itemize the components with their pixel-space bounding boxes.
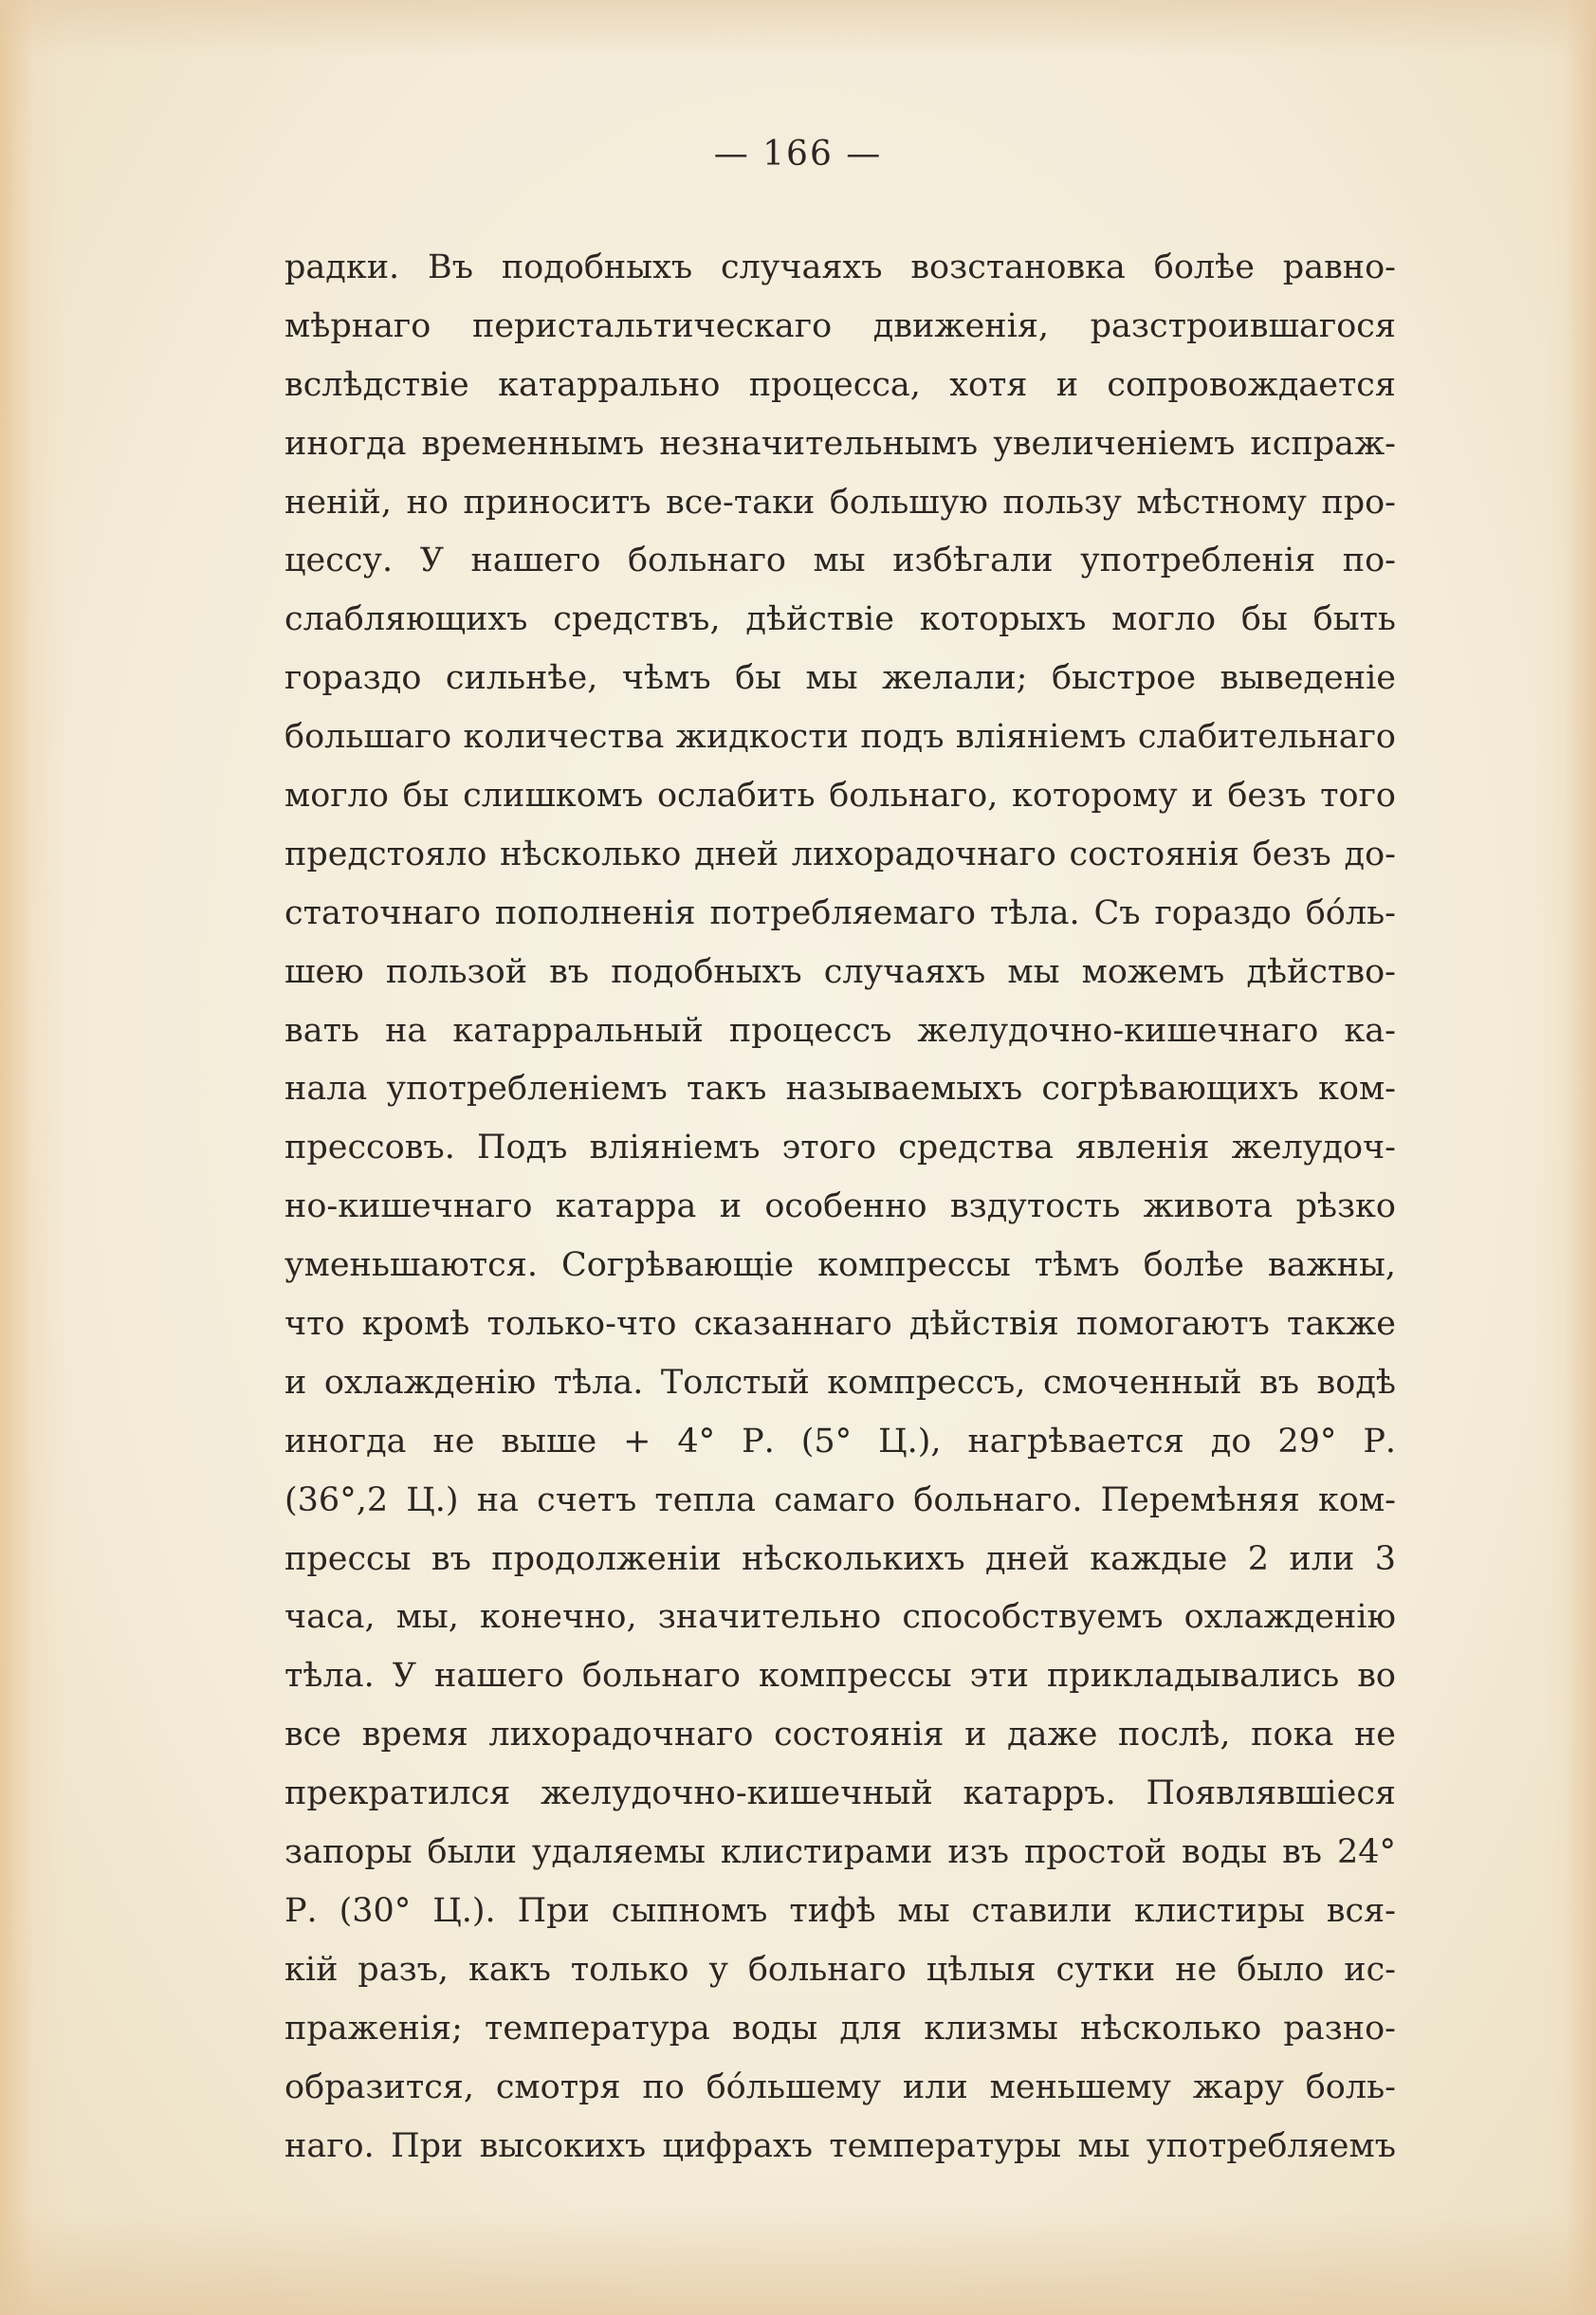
text-line: прессы въ продолженіи нѣсколькихъ дней каждые 2 или 3 (284, 1539, 1396, 1578)
text-line: радки. Въ подобныхъ случаяхъ возстановка болѣе равно- (284, 248, 1396, 286)
text-line: иногда временнымъ незначительнымъ увеличеніемъ испраж- (284, 424, 1396, 463)
text-line: большаго количества жидкости подъ вліяніемъ слабительнаго (284, 718, 1396, 757)
text-line: но-кишечнаго катарра и особенно вздутость живота рѣзко (284, 1187, 1396, 1226)
text-line: праженія; температура воды для клизмы нѣсколько разно- (284, 2009, 1396, 2048)
text-line: уменьшаются. Согрѣвающіе компрессы тѣмъ болѣе важны, (284, 1246, 1396, 1285)
page-number: — 166 — (713, 135, 883, 174)
text-line: вслѣдствіе катаррально процесса, хотя и сопровождается (284, 365, 1396, 404)
text-line: наго. При высокихъ цифрахъ температуры мы употребляемъ (284, 2126, 1396, 2165)
text-line: вать на катарральный процессъ желудочно-кишечнаго ка- (284, 1011, 1396, 1050)
text-line: гораздо сильнѣе, чѣмъ бы мы желали; быстрое выведеніе (284, 659, 1396, 698)
text-line: прекратился желудочно-кишечный катарръ. Появлявшіеся (284, 1774, 1396, 1813)
text-line: слабляющихъ средствъ, дѣйствіе которыхъ могло бы быть (284, 600, 1396, 639)
text-line: нала употребленіемъ такъ называемыхъ согрѣвающихъ ком- (284, 1070, 1396, 1109)
page-edge-stain-right (1539, 0, 1596, 2315)
text-line: шею пользой въ подобныхъ случаяхъ мы можемъ дѣйство- (284, 952, 1396, 991)
text-line: статочнаго пополненія потребляемаго тѣла. Съ гораздо бóль- (284, 893, 1396, 932)
text-line: запоры были удаляемы клистирами изъ простой воды въ 24° (284, 1833, 1396, 1872)
page-edge-stain-top (0, 0, 1596, 57)
text-line: и охлажденію тѣла. Толстый компрессъ, смоченный въ водѣ (284, 1363, 1396, 1402)
text-line: кій разъ, какъ только у больнаго цѣлыя сутки не было ис- (284, 1950, 1396, 1989)
text-line: что кромѣ только-что сказаннаго дѣйствія помогаютъ также (284, 1305, 1396, 1344)
text-line: все время лихорадочнаго состоянія и даже послѣ, пока не (284, 1716, 1396, 1755)
text-line: могло бы слишкомъ ослабить больнаго, которому и безъ того (284, 777, 1396, 816)
text-line: прессовъ. Подъ вліяніемъ этого средства явленія желудоч- (284, 1129, 1396, 1167)
text-line: (36°,2 Ц.) на счетъ тепла самаго больнаго. Перемѣняя ком- (284, 1480, 1396, 1519)
text-line: мѣрнаго перистальтическаго движенія, разстроившагося (284, 306, 1396, 345)
text-line: предстояло нѣсколько дней лихорадочнаго состоянія безъ до- (284, 835, 1396, 873)
page-edge-stain-left (0, 0, 66, 2315)
text-line: образится, смотря по бóльшему или меньшему жару боль- (284, 2067, 1396, 2106)
page-edge-stain-bottom (0, 2211, 1596, 2315)
text-line: неній, но приноситъ все-таки большую пользу мѣстному про- (284, 483, 1396, 522)
text-line: часа, мы, конечно, значительно способствуемъ охлажденію (284, 1598, 1396, 1637)
text-line: иногда не выше + 4° Р. (5° Ц.), нагрѣвается до 29° Р. (284, 1422, 1396, 1461)
text-line: Р. (30° Ц.). При сыпномъ тифѣ мы ставили клистиры вся- (284, 1891, 1396, 1930)
text-line: тѣла. У нашего больнаго компрессы эти прикладывались во (284, 1657, 1396, 1696)
body-text (284, 239, 1396, 2176)
text-line: цессу. У нашего больнаго мы избѣгали употребленія по- (284, 542, 1396, 580)
